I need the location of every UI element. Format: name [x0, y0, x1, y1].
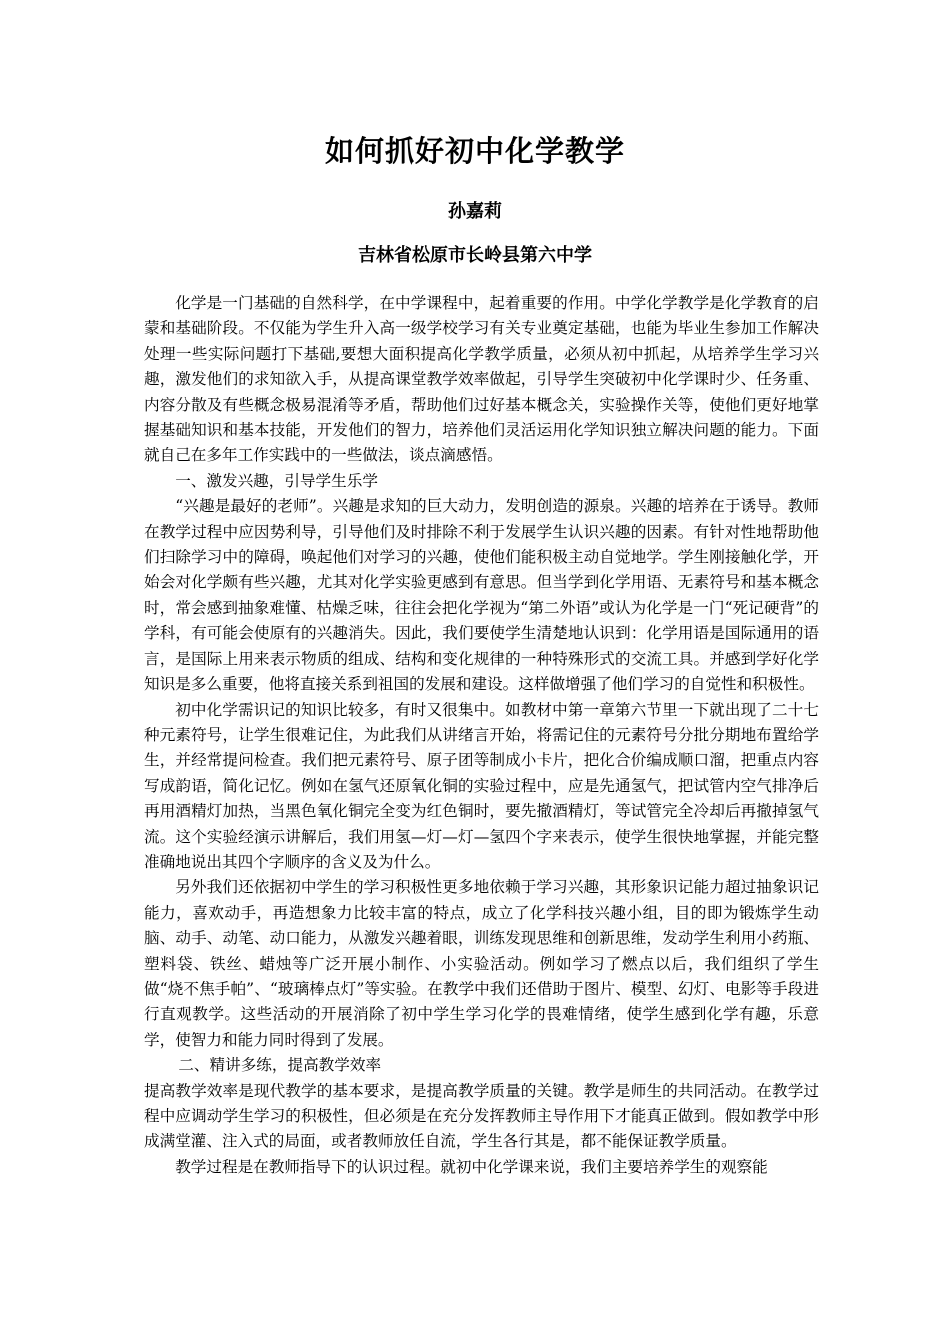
author-name: 孙嘉莉: [448, 201, 502, 222]
author-affiliation: 吉林省松原市长岭县第六中学: [358, 245, 592, 266]
document-title: 如何抓好初中化学教学: [324, 134, 625, 168]
document-body: [144, 291, 819, 1180]
paragraph-process: 教学过程是在教师指导下的认识过程。就初中化学课来说，我们主要培养学生的观察能: [175, 1157, 768, 1176]
paragraph-efficiency: 提高教学效率是现代教学的基本要求，是提高教学质量的关键。教学是师生的共同活动。在教学过程中应调动学生学习的积极性，但必须是在充分发挥教师主导作用下才能真正做到。假如教学中形成满堂灌、注入式的局面，或者教师放任自流，学生各行其是，都不能保证教学质量。: [144, 1081, 819, 1151]
paragraph-intro: 化学是一门基础的自然科学，在中学课程中，起着重要的作用。中学化学教学是化学教育的启蒙和基础阶段。不仅能为学生升入高一级学校学习有关专业奠定基础，也能为毕业生参加工作解决处理一些实际问题打下基础,要想大面积提高化学教学质量，必须从初中抓起，从培养学生学习兴趣，激发他们的求知欲入手，从提高课堂教学效率做起，引导学生突破初中化学课时少、任务重、内容分散及有些概念极易混淆等矛盾，帮助他们过好基本概念关，实验操作关等，使他们更好地掌握基础知识和基本技能，开发他们的智力，培养他们灵活运用化学知识独立解决问题的能力。下面就自己在多年工作实践中的一些做法，谈点滴感悟。: [144, 294, 819, 465]
section-heading-1: 一、激发兴趣，引导学生乐学: [175, 471, 378, 490]
section-heading-2: 二、精讲多练，提高教学效率: [178, 1056, 382, 1075]
paragraph-activities: 另外我们还依据初中学生的学习积极性更多地依赖于学习兴趣，其形象识记能力超过抽象识记能力，喜欢动手，再造想象力比较丰富的特点，成立了化学科技兴趣小组，目的即为锻炼学生动脑、动手、动笔、动口能力，从激发兴趣着眼，训练发现思维和创新思维，发动学生利用小药瓶、塑料袋、铁丝、蜡烛等广泛开展小制作、小实验活动。例如学习了燃点以后，我们组织了学生做“烧不焦手帕”、“玻璃棒点灯”等实验。在教学中我们还借助于图片、模型、幻灯、电影等手段进行直观教学。这些活动的开展消除了初中学生学习化学的畏难情绪，使学生感到化学有趣，乐意学，使智力和能力同时得到了发展。: [144, 878, 819, 1049]
paragraph-memorization: 初中化学需识记的知识比较多，有时又很集中。如教材中第一章第六节里一下就出现了二十七种元素符号，让学生很难记住，为此我们从讲绪言开始，将需记住的元素符号分批分期地布置给学生，并经常提问检查。我们把元素符号、原子团等制成小卡片，把化合价编成顺口溜，把重点内容写成韵语，简化记忆。例如在氢气还原氧化铜的实验过程中，应是先通氢气，把试管内空气排净后再用酒精灯加热，当黑色氧化铜完全变为红色铜时，要先撤酒精灯，等试管完全冷却后再撤掉氢气流。这个实验经演示讲解后，我们用氢—灯—灯—氢四个字来表示，使学生很快地掌握，并能完整准确地说出其四个字顺序的含义及为什么。: [144, 700, 819, 871]
paragraph-interest: “兴趣是最好的老师”。兴趣是求知的巨大动力，发明创造的源泉。兴趣的培养在于诱导。教师在教学过程中应因势利导，引导他们及时排除不利于发展学生认识兴趣的因素。有针对性地帮助他们扫除学习中的障碍，唤起他们对学习的兴趣，使他们能积极主动自觉地学。学生刚接触化学，开始会对化学颇有些兴趣，尤其对化学实验更感到有意思。但当学到化学用语、无素符号和基本概念时，常会感到抽象难懂、枯燥乏味，往往会把化学视为“第二外语”或认为化学是一门“死记硬背”的学科，有可能会使原有的兴趣消失。因此，我们要使学生清楚地认识到：化学用语是国际通用的语言，是国际上用来表示物质的组成、结构和变化规律的一种特殊形式的交流工具。并感到学好化学知识是多么重要，他将直接关系到祖国的发展和建设。这样做增强了他们学习的自觉性和积极性。: [144, 497, 819, 694]
